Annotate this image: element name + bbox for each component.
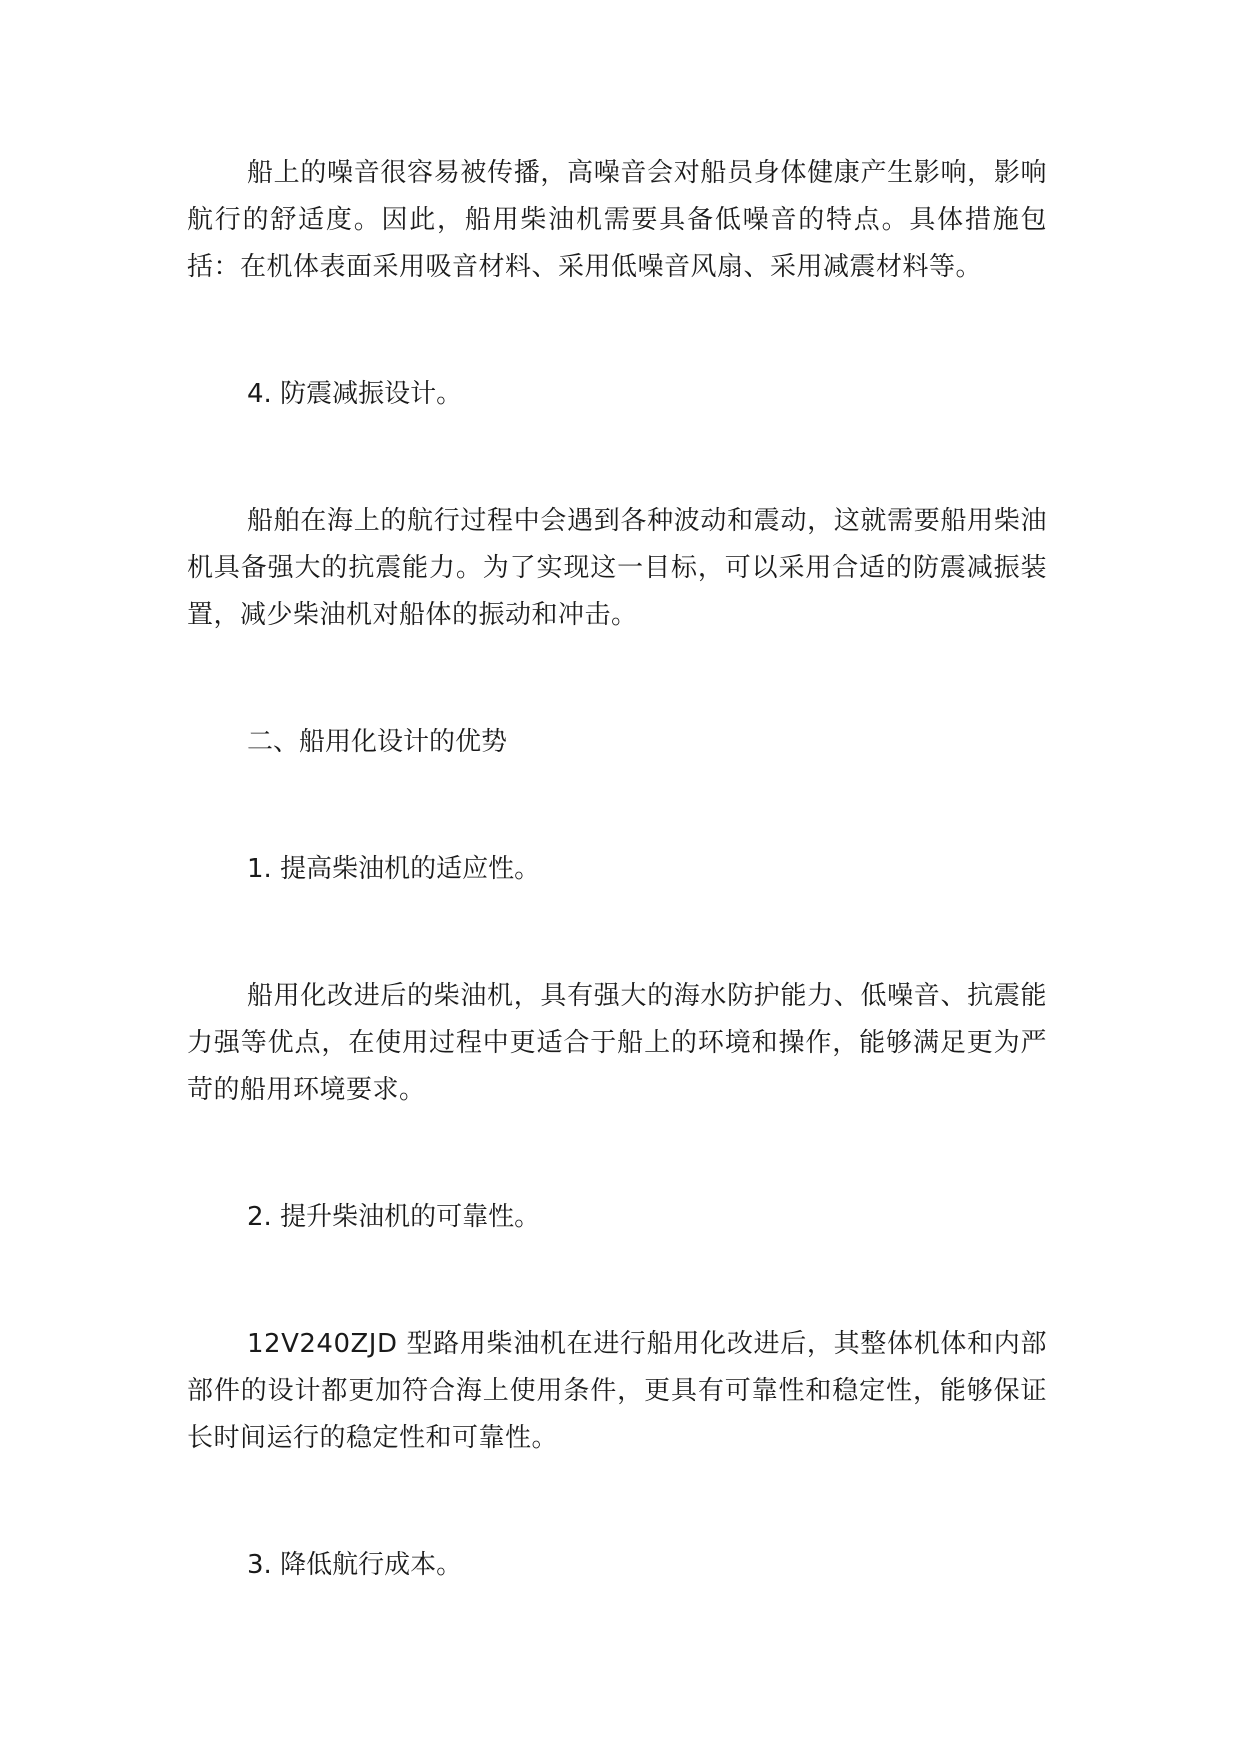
heading-reliability: 2. 提升柴油机的可靠性。 [247, 1202, 541, 1232]
heading-adaptability: 1. 提高柴油机的适应性。 [247, 854, 541, 884]
paragraph-adaptability: 船用化改进后的柴油机，具有强大的海水防护能力、低噪音、抗震能力强等优点，在使用过程中更适合于船上的环境和操作，能够满足更为严苛的船用环境要求。 [187, 981, 1047, 1105]
paragraph-noise-reduction: 船上的噪音很容易被传播，高噪音会对船员身体健康产生影响，影响航行的舒适度。因此，船用柴油机需要具备低噪音的特点。具体措施包括：在机体表面采用吸音材料、采用低噪音风扇、采用减震材料等。 [187, 158, 1047, 282]
heading-cost-reduction: 3. 降低航行成本。 [247, 1550, 463, 1580]
heading-shock-absorption: 4. 防震减振设计。 [247, 379, 463, 409]
paragraph-reliability: 12V240ZJD 型路用柴油机在进行船用化改进后，其整体机体和内部部件的设计都更加符合海上使用条件，更具有可靠性和稳定性，能够保证长时间运行的稳定性和可靠性。 [187, 1329, 1047, 1453]
document-page [187, 150, 1047, 1589]
section-heading-advantages: 二、船用化设计的优势 [247, 727, 508, 757]
paragraph-shock-absorption: 船舶在海上的航行过程中会遇到各种波动和震动，这就需要船用柴油机具备强大的抗震能力。为了实现这一目标，可以采用合适的防震减振装置，减少柴油机对船体的振动和冲击。 [187, 506, 1047, 630]
